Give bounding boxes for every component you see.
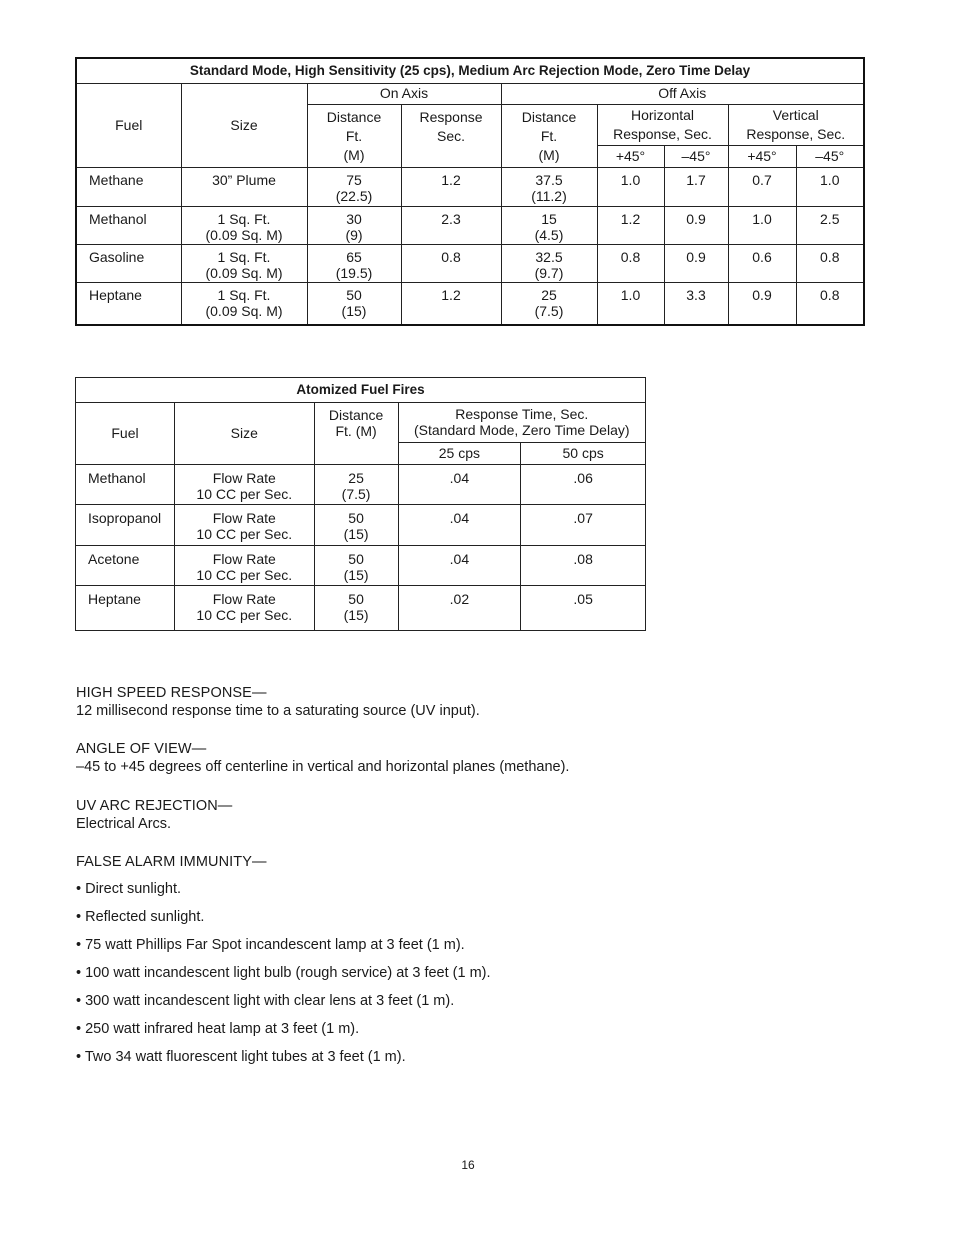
cell-v-minus: 0.8 (796, 245, 864, 283)
table-row (76, 207, 864, 245)
cell-25cps: .04 (398, 505, 521, 546)
cell-h-plus: 1.2 (597, 207, 664, 245)
standard-mode-table (75, 57, 865, 326)
cell-size: 1 Sq. Ft. (0.09 Sq. M) (181, 245, 307, 283)
cell-fuel: Heptane (76, 283, 181, 325)
list-item: • 100 watt incandescent light bulb (rough service) at 3 feet (1 m). (76, 965, 491, 981)
header-response-time: Response Time, Sec. (Standard Mode, Zero Time Delay) (398, 403, 645, 443)
header-fuel: Fuel (76, 403, 175, 465)
cell-size: 1 Sq. Ft. (0.09 Sq. M) (181, 207, 307, 245)
cell-distance: 25 (7.5) (314, 465, 398, 505)
cell-size: Flow Rate 10 CC per Sec. (174, 465, 314, 505)
header-off-axis: Off Axis (501, 84, 864, 105)
cell-v-minus: 1.0 (796, 168, 864, 207)
cell-h-minus: 3.3 (664, 283, 728, 325)
list-item: • Direct sunlight. (76, 881, 182, 897)
cell-h-minus: 0.9 (664, 245, 728, 283)
header-v-plus45: +45° (728, 146, 796, 168)
section-heading: UV ARC REJECTION— (76, 798, 233, 814)
atomized-fuel-table (75, 377, 646, 631)
cell-50cps: .08 (521, 546, 646, 586)
header-vertical: Vertical Response, Sec. (728, 105, 864, 146)
header-horizontal: Horizontal Response, Sec. (597, 105, 728, 146)
cell-on-response: 2.3 (401, 207, 501, 245)
section-heading: ANGLE OF VIEW— (76, 741, 207, 757)
cell-v-minus: 2.5 (796, 207, 864, 245)
header-25cps: 25 cps (398, 443, 521, 465)
table-row (76, 168, 864, 207)
section-body: –45 to +45 degrees off centerline in vertical and horizontal planes (methane). (76, 759, 570, 775)
cell-50cps: .07 (521, 505, 646, 546)
list-item: • 300 watt incandescent light with clear lens at 3 feet (1 m). (76, 993, 455, 1009)
table-row (76, 586, 646, 631)
cell-on-distance: 65 (19.5) (307, 245, 401, 283)
list-item: • Two 34 watt fluorescent light tubes at 3 feet (1 m). (76, 1049, 406, 1065)
cell-25cps: .04 (398, 465, 521, 505)
cell-on-distance: 50 (15) (307, 283, 401, 325)
false-alarm-list (76, 880, 491, 1076)
cell-fuel: Methane (76, 168, 181, 207)
section-high-speed-response (76, 684, 480, 720)
cell-fuel: Gasoline (76, 245, 181, 283)
header-50cps: 50 cps (521, 443, 646, 465)
list-item: • Reflected sunlight. (76, 909, 205, 925)
header-on-distance: Distance Ft. (M) (307, 105, 401, 168)
table-row (76, 505, 646, 546)
table-row (76, 283, 864, 325)
section-uv-arc-rejection (76, 797, 232, 833)
cell-v-minus: 0.8 (796, 283, 864, 325)
cell-h-minus: 1.7 (664, 168, 728, 207)
table-row (76, 465, 646, 505)
cell-fuel: Heptane (76, 586, 175, 631)
cell-on-response: 1.2 (401, 168, 501, 207)
cell-on-response: 0.8 (401, 245, 501, 283)
cell-size: Flow Rate 10 CC per Sec. (174, 586, 314, 631)
section-heading: FALSE ALARM IMMUNITY— (76, 854, 267, 870)
cell-25cps: .02 (398, 586, 521, 631)
cell-25cps: .04 (398, 546, 521, 586)
cell-v-plus: 0.9 (728, 283, 796, 325)
header-size: Size (174, 403, 314, 465)
cell-fuel: Acetone (76, 546, 175, 586)
cell-h-plus: 1.0 (597, 168, 664, 207)
cell-size: 30” Plume (181, 168, 307, 207)
cell-50cps: .05 (521, 586, 646, 631)
cell-50cps: .06 (521, 465, 646, 505)
header-h-plus45: +45° (597, 146, 664, 168)
header-h-minus45: –45° (664, 146, 728, 168)
header-size: Size (181, 84, 307, 168)
header-on-axis: On Axis (307, 84, 501, 105)
table-row (76, 546, 646, 586)
header-distance: Distance Ft. (M) (314, 403, 398, 465)
cell-fuel: Isopropanol (76, 505, 175, 546)
cell-on-distance: 75 (22.5) (307, 168, 401, 207)
page-number: 16 (461, 1158, 475, 1172)
cell-size: Flow Rate 10 CC per Sec. (174, 505, 314, 546)
list-item: • 75 watt Phillips Far Spot incandescent lamp at 3 feet (1 m). (76, 937, 465, 953)
cell-off-distance: 32.5 (9.7) (501, 245, 597, 283)
cell-size: 1 Sq. Ft. (0.09 Sq. M) (181, 283, 307, 325)
cell-v-plus: 1.0 (728, 207, 796, 245)
cell-on-response: 1.2 (401, 283, 501, 325)
cell-off-distance: 37.5 (11.2) (501, 168, 597, 207)
cell-h-minus: 0.9 (664, 207, 728, 245)
cell-distance: 50 (15) (314, 586, 398, 631)
header-off-distance: Distance Ft. (M) (501, 105, 597, 168)
cell-distance: 50 (15) (314, 546, 398, 586)
section-heading: HIGH SPEED RESPONSE— (76, 685, 267, 701)
table-title: Atomized Fuel Fires (76, 378, 646, 403)
list-item: • 250 watt infrared heat lamp at 3 feet (1 m). (76, 1021, 360, 1037)
cell-h-plus: 1.0 (597, 283, 664, 325)
section-angle-of-view (76, 740, 569, 776)
cell-size: Flow Rate 10 CC per Sec. (174, 546, 314, 586)
header-on-response: Response Sec. (401, 105, 501, 168)
cell-fuel: Methanol (76, 465, 175, 505)
cell-off-distance: 15 (4.5) (501, 207, 597, 245)
cell-h-plus: 0.8 (597, 245, 664, 283)
section-body: 12 millisecond response time to a saturating source (UV input). (76, 703, 480, 719)
cell-v-plus: 0.7 (728, 168, 796, 207)
cell-fuel: Methanol (76, 207, 181, 245)
section-body: Electrical Arcs. (76, 816, 172, 832)
header-fuel: Fuel (76, 84, 181, 168)
cell-v-plus: 0.6 (728, 245, 796, 283)
table-row (76, 245, 864, 283)
cell-distance: 50 (15) (314, 505, 398, 546)
cell-on-distance: 30 (9) (307, 207, 401, 245)
header-v-minus45: –45° (796, 146, 864, 168)
section-false-alarm-immunity (76, 853, 267, 871)
table-title: Standard Mode, High Sensitivity (25 cps), Medium Arc Rejection Mode, Zero Time Delay (76, 58, 864, 84)
cell-off-distance: 25 (7.5) (501, 283, 597, 325)
